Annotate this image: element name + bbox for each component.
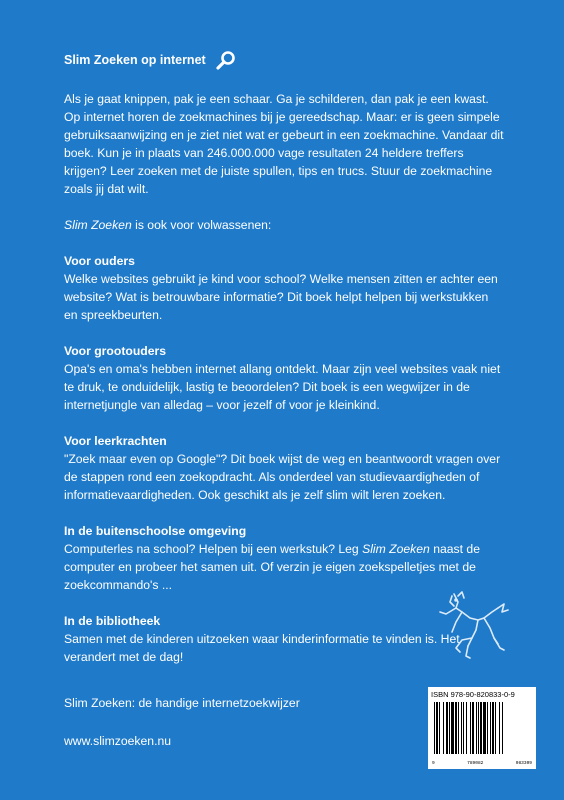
barcode-stripe xyxy=(503,702,504,754)
section-text: Opa's en oma's hebben internet allang ontdekt. Maar zijn veel websites vaak niet te druk, te onduidelijk, lastig te beoordelen? Dit boek is een wegwijzer in de internetjungle van alledag – voor jezelf of voor je kleinkind. xyxy=(64,362,501,412)
section-ouders xyxy=(64,252,504,324)
isbn-number: ISBN 978-90-820833-0-9 xyxy=(431,690,515,699)
barcode-digit-group: 9 xyxy=(432,761,435,766)
barcode-digits xyxy=(432,761,532,766)
intro-paragraph: Als je gaat knippen, pak je een schaar. Ga je schilderen, dan pak je een kwast. Op internet horen de zoekmachines bij je gereedschap. Maar: er is geen simpele gebruiksaanwijzing en je ziet niet wat er gebeurt in een zoekmachine. Vandaar dit boek. Kun je in plaats van 246.000.000 vage resultaten 24 heldere treffers krijgen? Leer zoeken met de juiste spullen, tips en trucs. Stuur de zoekmachine zoals jij dat wilt. xyxy=(64,92,504,196)
isbn-barcode xyxy=(428,687,536,769)
section-text: Samen met de kinderen uitzoeken waar kinderinformatie te vinden is. Het verandert met de dag! xyxy=(64,632,460,664)
title-row xyxy=(64,50,504,70)
section-heading: In de bibliotheek xyxy=(64,614,161,628)
dog-illustration-icon xyxy=(432,588,512,668)
section-text: "Zoek maar even op Google"? Dit boek wijst de weg en beantwoordt vragen over de stappen rond een zoekopdracht. Als onderdeel van studievaardigheden of informatievaardigheden. Ook geschikt als je zelf slim wilt leren zoeken. xyxy=(64,452,501,502)
section-text xyxy=(64,540,504,594)
section-heading: In de buitenschoolse omgeving xyxy=(64,524,247,538)
section-leerkrachten xyxy=(64,432,504,504)
footer-tagline: Slim Zoeken: de handige internetzoekwijzer xyxy=(64,696,300,710)
adults-line xyxy=(64,216,504,234)
section-heading: Voor ouders xyxy=(64,254,135,268)
adults-rest: is ook voor volwassenen: xyxy=(131,218,272,232)
section-text-italic: Slim Zoeken xyxy=(362,542,430,556)
section-text-after: naast de computer en probeer het samen uit. Of verzin je eigen zoekspelletjes met de zoekcommando's ... xyxy=(64,542,480,592)
section-heading: Voor grootouders xyxy=(64,344,167,358)
section-heading: Voor leerkrachten xyxy=(64,434,167,448)
section-text: Welke websites gebruikt je kind voor school? Welke mensen zitten er achter een website? Wat is betrouwbare informatie? Dit boek helpt helpen bij werkstukken en spreekbeurten. xyxy=(64,272,498,322)
section-buitenschoolse xyxy=(64,522,504,594)
barcode-bars xyxy=(434,702,530,754)
barcode-digit-group: 789082 xyxy=(467,761,484,766)
adults-title: Slim Zoeken xyxy=(64,218,132,232)
section-text-before: Computerles na school? Helpen bij een werkstuk? Leg xyxy=(64,542,363,556)
book-title: Slim Zoeken op internet xyxy=(64,53,206,67)
magnifier-icon xyxy=(216,50,236,70)
barcode-digit-group: 083309 xyxy=(515,761,532,766)
footer-url: www.slimzoeken.nu xyxy=(64,734,172,748)
section-grootouders xyxy=(64,342,504,414)
